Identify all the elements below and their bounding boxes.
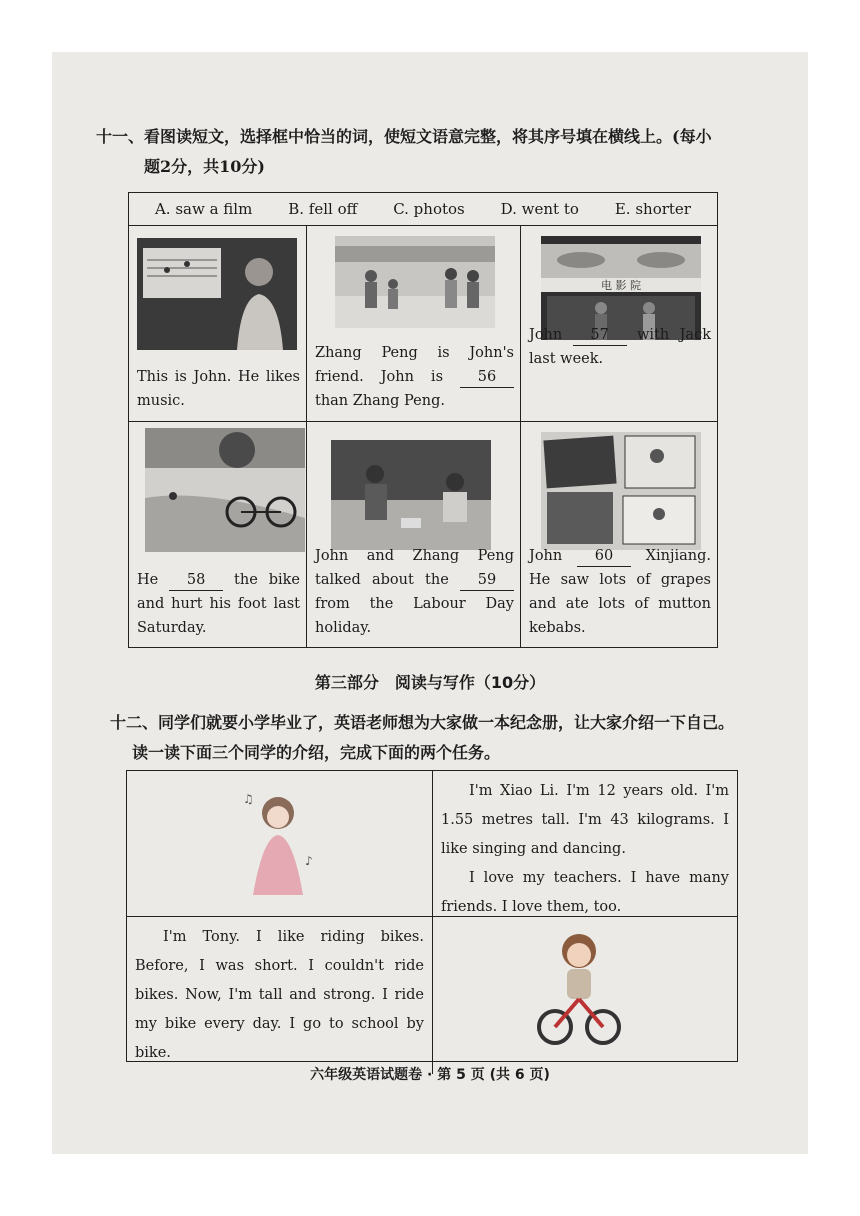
caption-5: John and Zhang Peng talked about the 59 from the Labour Day holiday. xyxy=(315,548,514,636)
caption-2: Zhang Peng is John's friend. John is 56 than Zhang Peng. xyxy=(315,345,514,409)
picture-cell-taller xyxy=(307,226,521,422)
tony-picture-cell xyxy=(433,917,737,1074)
xiaoli-picture-cell xyxy=(127,771,433,917)
picture-cell-photos xyxy=(307,422,521,648)
word-options-box xyxy=(129,193,717,226)
john-music-illustration xyxy=(137,238,297,350)
picture-cell-xinjiang xyxy=(521,422,717,648)
boy-riding-bike-illustration xyxy=(533,927,625,1051)
tony-text-cell xyxy=(127,917,433,1074)
picture-cell-bike xyxy=(129,422,307,648)
boys-comparing-height-illustration xyxy=(335,236,495,328)
blank-57[interactable]: 57 xyxy=(573,325,627,346)
picture-cell-music xyxy=(129,226,307,422)
blank-56[interactable]: 56 xyxy=(460,367,514,388)
option-c: C. photos xyxy=(393,200,465,218)
boys-sharing-photos-illustration xyxy=(331,440,491,550)
part3-title: 第三部分 阅读与写作（10分） xyxy=(314,673,546,692)
option-a: A. saw a film xyxy=(154,200,253,218)
svg-text:♪: ♪ xyxy=(305,854,313,868)
tony-intro: I'm Tony. I like riding bikes. Before, I was short. I couldn't ride bikes. Now, I'm tall and strong. I ride my bike every day. I go to school by bike. xyxy=(135,929,424,1061)
xiaoli-paragraph-1: I'm Xiao Li. I'm 12 years old. I'm 1.55 metres tall. I'm 43 kilograms. I like singing and dancing. xyxy=(441,783,729,857)
caption-6: John 60 Xinjiang. He saw lots of grapes and ate lots of mutton kebabs. xyxy=(529,548,711,636)
page-footer: 六年级英语试题卷 · 第 5 页 (共 6 页) xyxy=(310,1067,550,1083)
blank-60[interactable]: 60 xyxy=(577,546,631,567)
blank-58[interactable]: 58 xyxy=(169,570,223,591)
cinema-sign: 电 影 院 xyxy=(601,279,641,292)
singing-girl-illustration xyxy=(233,785,323,903)
section11-table xyxy=(128,192,718,648)
caption-3: John 57 with Jack last week. xyxy=(529,327,711,367)
section12-table xyxy=(126,770,738,1062)
xiaoli-paragraph-2: I love my teachers. I have many friends. I love them, too. xyxy=(441,870,729,915)
blank-59[interactable]: 59 xyxy=(460,570,514,591)
option-e: E. shorter xyxy=(614,200,691,218)
caption-4: He 58 the bike and hurt his foot last Saturday. xyxy=(137,572,300,636)
xiaoli-text-cell xyxy=(433,771,737,917)
travel-photos-illustration xyxy=(541,432,701,550)
section11-title: 十一、看图读短文，选择框中恰当的词，使短文语意完整，将其序号填在横线上。(每小 题2分，共10分) xyxy=(96,127,712,176)
svg-text:♫: ♫ xyxy=(243,792,254,806)
xiaoli-intro xyxy=(433,771,737,928)
picture-cell-cinema xyxy=(521,226,717,422)
caption-1: This is John. He likes music. xyxy=(137,369,300,409)
option-d: D. went to xyxy=(500,200,579,218)
section12-title: 十二、同学们就要小学毕业了，英语老师想为大家做一本纪念册，让大家介绍一下自己。 读一读下面三个同学的介绍，完成下面的两个任务。 xyxy=(110,713,735,762)
fell-off-bike-illustration xyxy=(145,428,305,552)
option-b: B. fell off xyxy=(288,200,358,218)
